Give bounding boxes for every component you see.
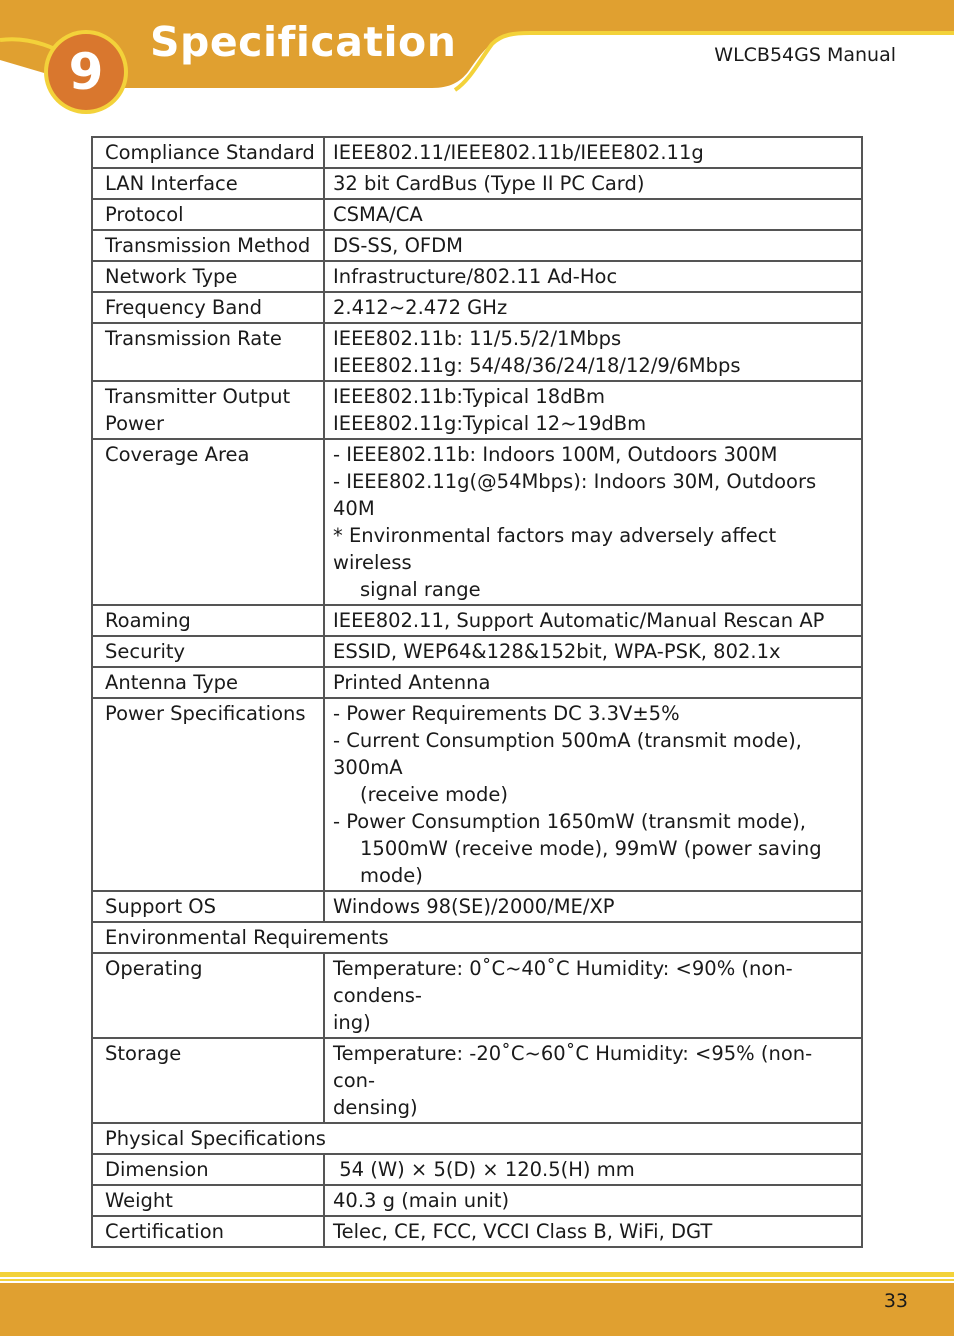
table-row bbox=[92, 439, 862, 605]
row-label: Network Type bbox=[92, 261, 324, 292]
table-row bbox=[92, 199, 862, 230]
row-label: Operating bbox=[92, 953, 324, 1038]
footer-stripe bbox=[0, 1272, 954, 1277]
footer-band bbox=[0, 1283, 954, 1336]
row-value bbox=[324, 323, 862, 381]
table-row bbox=[92, 636, 862, 667]
label-line: Transmitter Output bbox=[105, 385, 291, 408]
row-value: 40.3 g (main unit) bbox=[324, 1185, 862, 1216]
value-line: densing) bbox=[333, 1096, 418, 1119]
value-line: IEEE802.11b: 11/5.5/2/1Mbps bbox=[333, 327, 622, 350]
value-line: - IEEE802.11g(@54Mbps): Indoors 30M, Outdoors 40M bbox=[333, 470, 817, 520]
row-value: DS-SS, OFDM bbox=[324, 230, 862, 261]
value-line: Temperature: -20˚C~60˚C Humidity: <95% (non-con- bbox=[333, 1042, 813, 1092]
table-row bbox=[92, 1185, 862, 1216]
row-label: Protocol bbox=[92, 199, 324, 230]
value-line: - Power Consumption 1650mW (transmit mode), bbox=[333, 810, 806, 833]
row-label: Support OS bbox=[92, 891, 324, 922]
value-line: 1500mW (receive mode), 99mW (power saving bbox=[360, 837, 822, 860]
page-number: 33 bbox=[883, 1290, 908, 1312]
row-value: Windows 98(SE)/2000/ME/XP bbox=[324, 891, 862, 922]
row-value bbox=[324, 439, 862, 605]
value-line: - Power Requirements DC 3.3V±5% bbox=[333, 702, 680, 725]
row-label: Frequency Band bbox=[92, 292, 324, 323]
row-value: 2.412~2.472 GHz bbox=[324, 292, 862, 323]
value-line: signal range bbox=[360, 578, 481, 601]
value-line: IEEE802.11g:Typical 12~19dBm bbox=[333, 412, 647, 435]
table-row bbox=[92, 292, 862, 323]
row-value: IEEE802.11, Support Automatic/Manual Rescan AP bbox=[324, 605, 862, 636]
value-line: ing) bbox=[333, 1011, 371, 1034]
row-label: Transmission Rate bbox=[92, 323, 324, 381]
row-label: LAN Interface bbox=[92, 168, 324, 199]
row-value bbox=[324, 953, 862, 1038]
label-line: Power bbox=[105, 412, 164, 435]
row-value bbox=[324, 1038, 862, 1123]
value-line: mode) bbox=[360, 864, 423, 887]
table-row bbox=[92, 953, 862, 1038]
table-row bbox=[92, 667, 862, 698]
row-label: Antenna Type bbox=[92, 667, 324, 698]
row-label: Certification bbox=[92, 1216, 324, 1247]
row-value: 32 bit CardBus (Type II PC Card) bbox=[324, 168, 862, 199]
table-row bbox=[92, 698, 862, 891]
table-row bbox=[92, 1154, 862, 1185]
row-label: Roaming bbox=[92, 605, 324, 636]
row-label: Weight bbox=[92, 1185, 324, 1216]
table-section-row bbox=[92, 922, 862, 953]
row-label: Transmission Method bbox=[92, 230, 324, 261]
value-line: * Environmental factors may adversely affect wireless bbox=[333, 524, 777, 574]
value-line: Temperature: 0˚C~40˚C Humidity: <90% (non-condens- bbox=[333, 957, 793, 1007]
manual-name: WLCB54GS Manual bbox=[714, 44, 896, 66]
row-label: Storage bbox=[92, 1038, 324, 1123]
specification-table bbox=[91, 136, 863, 1248]
row-value: Telec, CE, FCC, VCCI Class B, WiFi, DGT bbox=[324, 1216, 862, 1247]
footer-stripe bbox=[0, 1279, 954, 1281]
value-line: IEEE802.11g: 54/48/36/24/18/12/9/6Mbps bbox=[333, 354, 741, 377]
table-row bbox=[92, 323, 862, 381]
row-label: Dimension bbox=[92, 1154, 324, 1185]
section-heading: Environmental Requirements bbox=[92, 922, 862, 953]
row-value: CSMA/CA bbox=[324, 199, 862, 230]
value-line: - IEEE802.11b: Indoors 100M, Outdoors 300M bbox=[333, 443, 778, 466]
section-heading: Physical Specifications bbox=[92, 1123, 862, 1154]
row-value: IEEE802.11/IEEE802.11b/IEEE802.11g bbox=[324, 137, 862, 168]
table-row bbox=[92, 230, 862, 261]
table-row bbox=[92, 168, 862, 199]
row-label: Compliance Standard bbox=[92, 137, 324, 168]
row-value: 54 (W) × 5(D) × 120.5(H) mm bbox=[324, 1154, 862, 1185]
row-value: ESSID, WEP64&128&152bit, WPA-PSK, 802.1x bbox=[324, 636, 862, 667]
row-label: Coverage Area bbox=[92, 439, 324, 605]
table-section-row bbox=[92, 1123, 862, 1154]
row-value: Printed Antenna bbox=[324, 667, 862, 698]
page-title: Specification bbox=[150, 18, 457, 66]
table-row bbox=[92, 381, 862, 439]
table-row bbox=[92, 1038, 862, 1123]
row-value bbox=[324, 381, 862, 439]
row-label bbox=[92, 381, 324, 439]
table-row bbox=[92, 605, 862, 636]
row-value bbox=[324, 698, 862, 891]
row-label: Power Specifications bbox=[92, 698, 324, 891]
row-value: Infrastructure/802.11 Ad-Hoc bbox=[324, 261, 862, 292]
table-row bbox=[92, 137, 862, 168]
value-line: (receive mode) bbox=[360, 783, 508, 806]
chapter-number: 9 bbox=[68, 43, 104, 101]
value-line: IEEE802.11b:Typical 18dBm bbox=[333, 385, 605, 408]
row-label: Security bbox=[92, 636, 324, 667]
table-row bbox=[92, 1216, 862, 1247]
table-row bbox=[92, 261, 862, 292]
table-row bbox=[92, 891, 862, 922]
value-line: - Current Consumption 500mA (transmit mode), 300mA bbox=[333, 729, 802, 779]
